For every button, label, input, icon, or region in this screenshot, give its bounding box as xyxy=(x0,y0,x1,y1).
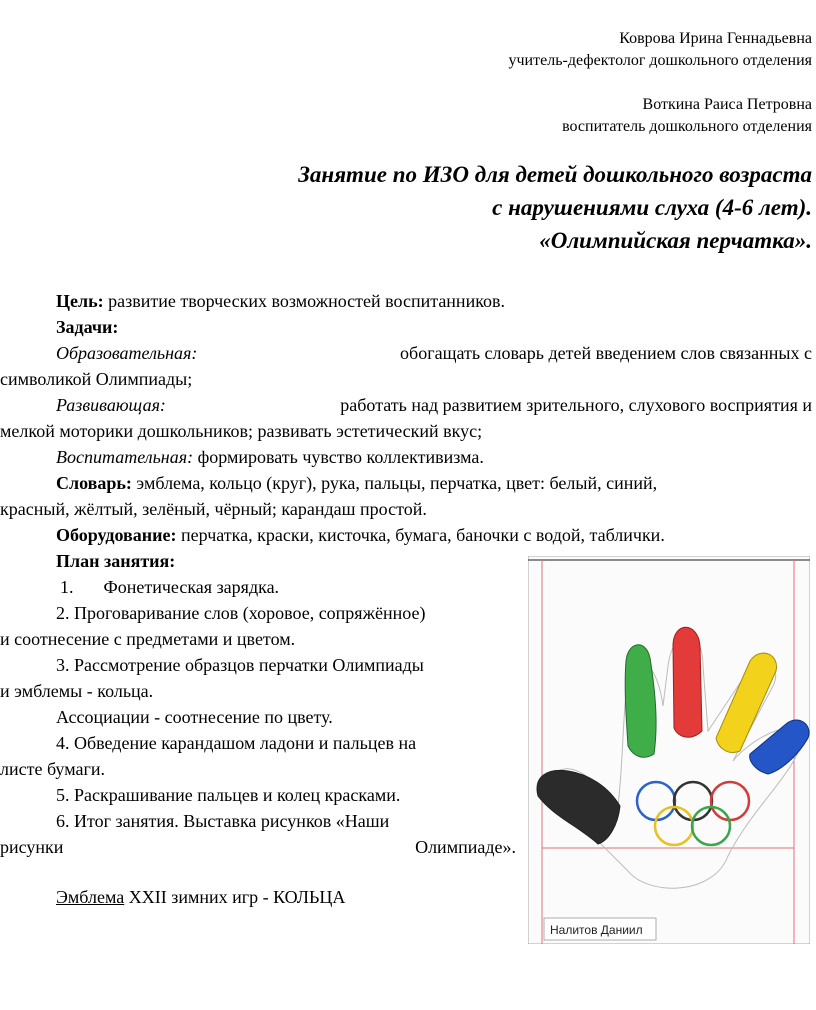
upbringing-text: формировать чувство коллективизма. xyxy=(193,447,484,467)
plan-associations: Ассоциации - соотнесение по цвету. xyxy=(56,707,333,727)
emblem-underlined: Эмблема xyxy=(56,887,125,907)
child-drawing-image xyxy=(528,556,810,944)
title-line-1: Занятие по ИЗО для детей дошкольного возраста xyxy=(298,162,812,187)
developing-label: Развивающая: xyxy=(56,395,166,415)
vocabulary-label: Словарь: xyxy=(56,473,132,493)
lesson-title xyxy=(112,158,812,257)
plan-item-2: 2. Проговаривание слов (хоровое, сопряжённое) xyxy=(56,603,426,623)
equipment-line xyxy=(0,522,665,548)
plan-item-1-number: 1. xyxy=(60,577,74,597)
plan-item-6-cont xyxy=(0,834,516,860)
plan-item-6: 6. Итог занятия. Выставка рисунков «Наши xyxy=(56,811,390,831)
educational-label: Образовательная: xyxy=(56,343,198,363)
educational-line xyxy=(0,340,812,366)
author-block-1 xyxy=(509,28,813,72)
plan-item-3: 3. Рассмотрение образцов перчатки Олимпиады xyxy=(56,655,424,675)
drawing-caption: Налитов Даниил xyxy=(550,923,643,937)
title-line-3: «Олимпийская перчатка». xyxy=(539,228,812,253)
author-role: воспитатель дошкольного отделения xyxy=(562,118,812,135)
author-role: учитель-дефектолог дошкольного отделения xyxy=(508,52,812,69)
goal-line xyxy=(0,288,505,314)
educational-text: обогащать словарь детей введением слов связанных с xyxy=(400,343,812,363)
educational-line-2: символикой Олимпиады; xyxy=(0,369,193,389)
tasks-label: Задачи: xyxy=(56,317,119,337)
vocabulary-line-2: красный, жёлтый, зелёный, чёрный; карандаш простой. xyxy=(0,499,427,519)
plan-item-2-cont: и соотнесение с предметами и цветом. xyxy=(0,629,296,649)
goal-text: развитие творческих возможностей воспитанников. xyxy=(103,291,506,311)
emblem-line xyxy=(0,884,345,910)
red-finger xyxy=(673,627,702,737)
developing-line xyxy=(0,392,812,418)
goal-label: Цель: xyxy=(56,291,104,311)
plan-item-6-right: Олимпиаде». xyxy=(415,837,516,857)
emblem-text: XXII зимних игр - КОЛЬЦА xyxy=(124,887,346,907)
vocabulary-text: эмблема, кольцо (круг), рука, пальцы, перчатка, цвет: белый, синий, xyxy=(131,473,658,493)
author-name: Коврова Ирина Геннадьевна xyxy=(619,30,812,47)
author-name: Воткина Раиса Петровна xyxy=(642,96,812,113)
plan-item-3-cont: и эмблемы - кольца. xyxy=(0,681,154,701)
developing-line-2: мелкой моторики дошкольников; развивать эстетический вкус; xyxy=(0,421,483,441)
vocabulary-line xyxy=(0,470,657,496)
author-block-2 xyxy=(562,94,812,138)
plan-item-5: 5. Раскрашивание пальцев и колец красками. xyxy=(56,785,401,805)
developing-text: работать над развитием зрительного, слухового восприятия и xyxy=(340,395,812,415)
plan-item-4-cont: листе бумаги. xyxy=(0,759,105,779)
upbringing-line xyxy=(0,444,484,470)
upbringing-label: Воспитательная: xyxy=(56,447,194,467)
equipment-text: перчатка, краски, кисточка, бумага, баночки с водой, таблички. xyxy=(176,525,665,545)
plan-item-1-text: Фонетическая зарядка. xyxy=(103,577,280,597)
equipment-label: Оборудование: xyxy=(56,525,177,545)
plan-item-6-left: рисунки xyxy=(0,837,64,857)
plan-label: План занятия: xyxy=(56,551,176,571)
title-line-2: с нарушениями слуха (4-6 лет). xyxy=(492,195,812,220)
plan-item-4: 4. Обведение карандашом ладони и пальцев на xyxy=(56,733,417,753)
plan-item-1 xyxy=(60,574,279,600)
